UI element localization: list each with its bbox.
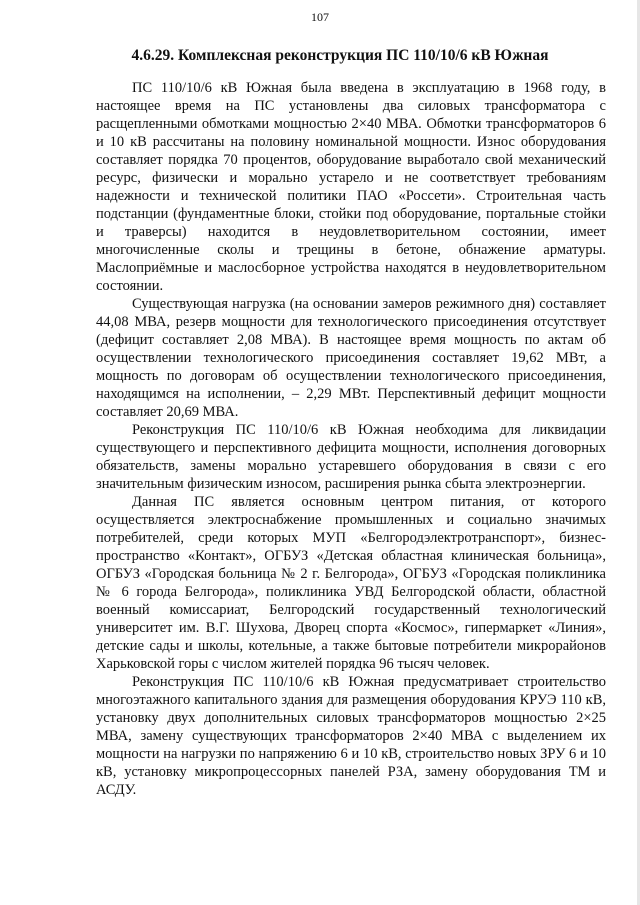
paragraph-load: Существующая нагрузка (на основании замеров режимного дня) составляет 44,08 МВА, резерв мощности для технологического присоединения отсутствует (дефицит составляет 2,08 МВА). В настоящее время мощность по актам об осуществлении технологического присоединения составляет 19,62 МВт, а мощность по договорам об осуществлении технологического присоединения, находящимся на исполнении, – 2,29 МВт. Перспективный дефицит мощности составляет 20,69 МВА. bbox=[96, 296, 606, 420]
paragraph-overview: ПС 110/10/6 кВ Южная была введена в эксплуатацию в 1968 году, в настоящее время на ПС установлены два силовых трансформатора с расщепленными обмотками мощностью 2×40 МВА. Обмотки трансформаторов 6 и 10 кВ рассчитаны на половину номинальной мощности. Износ оборудования составляет порядка 70 процентов, оборудование выработало свой механический ресурс, физически и морально устарело и не соответствует требованиям надежности и технической политики ПАО «Россети». Строительная часть подстанции (фундаментные блоки, стойки под оборудование, портальные стойки и траверсы) находится в неудовлетворительном состоянии, имеет многочисленные сколы и трещины в бетоне, обнажение арматуры. Маслоприёмные и маслосборное устройства находятся в неудовлетворительном состоянии. bbox=[96, 80, 606, 294]
paragraph-consumers: Данная ПС является основным центром питания, от которого осуществляется электроснабжение промышленных и социально значимых потребителей, среди которых МУП «Белгородэлектротранспорт», бизнес-пространство «Контакт», ОГБУЗ «Детская областная клиническая больница», ОГБУЗ «Городская больница № 2 г. Белгорода», ОГБУЗ «Городская поликлиника № 6 города Белгорода», поликлиника УВД Белгородской области, областной военный комиссариат, Белгородский государственный технологический университет им. В.Г. Шухова, Дворец спорта «Космос», гипермаркет «Линия», детские сады и школы, котельные, а также бытовые потребители микрорайонов Харьковской горы с числом жителей порядка 96 тысяч человек. bbox=[96, 494, 606, 672]
paragraph-necessity: Реконструкция ПС 110/10/6 кВ Южная необходима для ликвидации существующего и перспективного дефицита мощности, исполнения договорных обязательств, замены морально устаревшего оборудования в связи с его значительным физическим износом, расширения рынка сбыта электроэнергии. bbox=[96, 422, 606, 492]
body-text bbox=[96, 79, 606, 799]
paragraph-scope: Реконструкция ПС 110/10/6 кВ Южная предусматривает строительство многоэтажного капитального здания для размещения оборудования КРУЭ 110 кВ, установку двух дополнительных силовых трансформаторов мощностью 2×25 МВА, замену существующих трансформаторов 2×40 МВА с выделением их мощности на нагрузки по напряжению 6 и 10 кВ, строительство новых ЗРУ 6 и 10 кВ, установку микропроцессорных панелей РЗА, замену оборудования ТМ и АСДУ. bbox=[96, 674, 606, 798]
page-number: 107 bbox=[311, 10, 329, 24]
section-title: 4.6.29. Комплексная реконструкция ПС 110/10/6 кВ Южная bbox=[131, 47, 549, 64]
